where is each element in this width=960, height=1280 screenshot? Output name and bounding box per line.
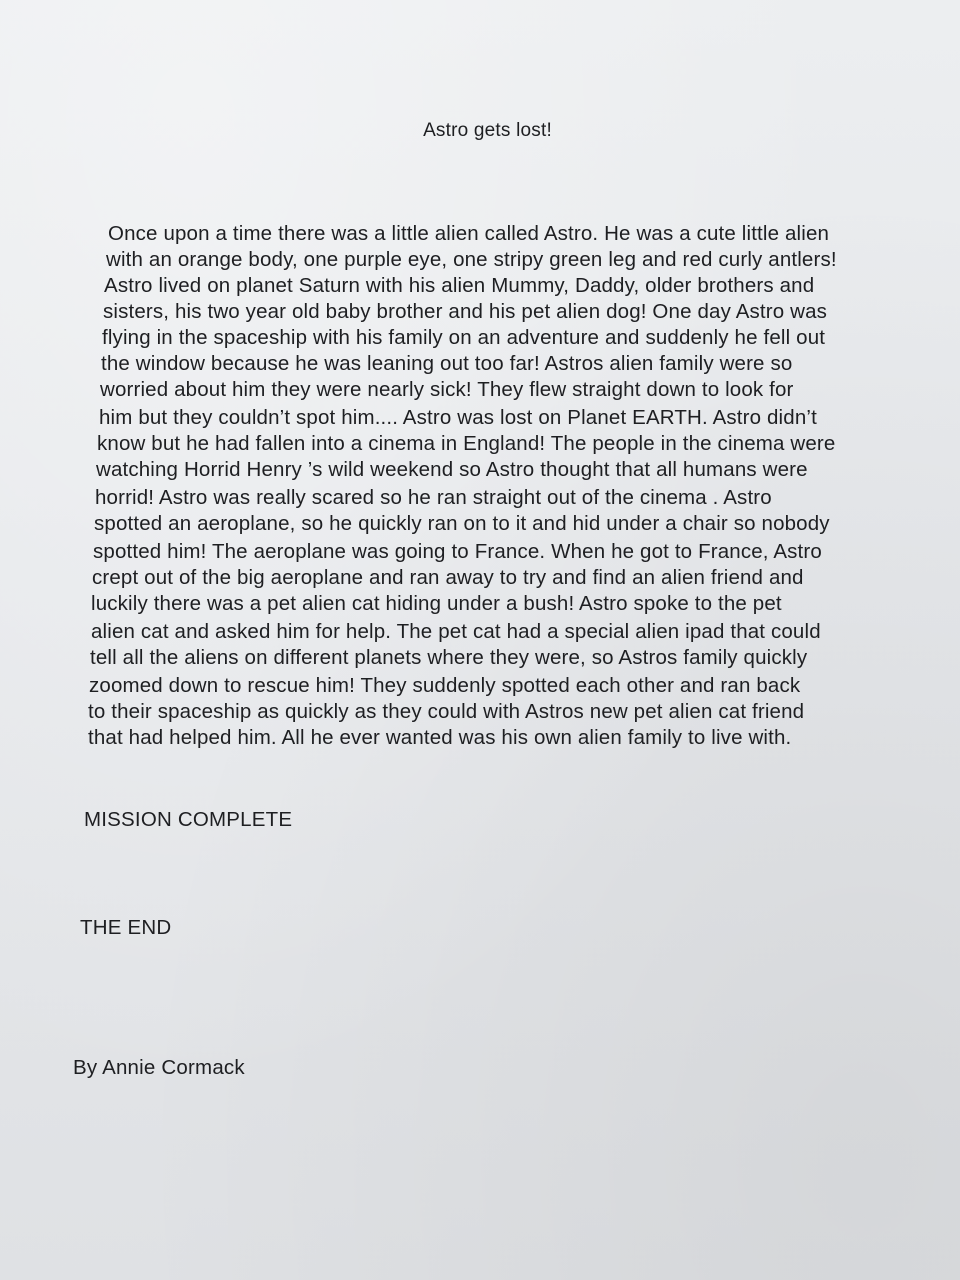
- the-end-text: THE END: [80, 916, 172, 939]
- story-line: spotted an aeroplane, so he quickly ran on to it and hid under a chair so nobody: [94, 512, 830, 535]
- story-line: flying in the spaceship with his family on an adventure and suddenly he fell out: [102, 326, 826, 349]
- story-line: sisters, his two year old baby brother and his pet alien dog! One day Astro was: [103, 300, 828, 323]
- story-line: watching Horrid Henry ’s wild weekend so Astro thought that all humans were: [96, 458, 808, 481]
- story-line: with an orange body, one purple eye, one stripy green leg and red curly antlers!: [106, 248, 837, 271]
- story-line: that had helped him. All he ever wanted was his own alien family to live with.: [88, 726, 792, 749]
- story-line: alien cat and asked him for help. The pet cat had a special alien ipad that could: [91, 620, 821, 643]
- story-line: know but he had fallen into a cinema in England! The people in the cinema were: [97, 432, 836, 455]
- story-line: horrid! Astro was really scared so he ran straight out of the cinema . Astro: [95, 486, 772, 509]
- story-line: luckily there was a pet alien cat hiding under a bush! Astro spoke to the pet: [91, 592, 782, 615]
- story-title: Astro gets lost!: [423, 120, 552, 141]
- story-line: crept out of the big aeroplane and ran away to try and find an alien friend and: [92, 566, 804, 589]
- mission-complete-text: MISSION COMPLETE: [84, 808, 293, 831]
- story-line: tell all the aliens on different planets where they were, so Astros family quickly: [90, 646, 808, 669]
- story-line: Astro lived on planet Saturn with his alien Mummy, Daddy, older brothers and: [104, 274, 815, 297]
- story-line: Once upon a time there was a little alien called Astro. He was a cute little alien: [108, 222, 830, 245]
- story-line: zoomed down to rescue him! They suddenly spotted each other and ran back: [89, 674, 801, 697]
- story-line: spotted him! The aeroplane was going to France. When he got to France, Astro: [93, 540, 822, 563]
- author-byline: By Annie Cormack: [73, 1056, 245, 1079]
- story-line: to their spaceship as quickly as they could with Astros new pet alien cat friend: [88, 700, 805, 723]
- story-line: him but they couldn’t spot him.... Astro was lost on Planet EARTH. Astro didn’t: [99, 406, 817, 429]
- story-line: the window because he was leaning out too far! Astros alien family were so: [101, 352, 793, 375]
- story-line: worried about him they were nearly sick! They flew straight down to look for: [100, 378, 794, 401]
